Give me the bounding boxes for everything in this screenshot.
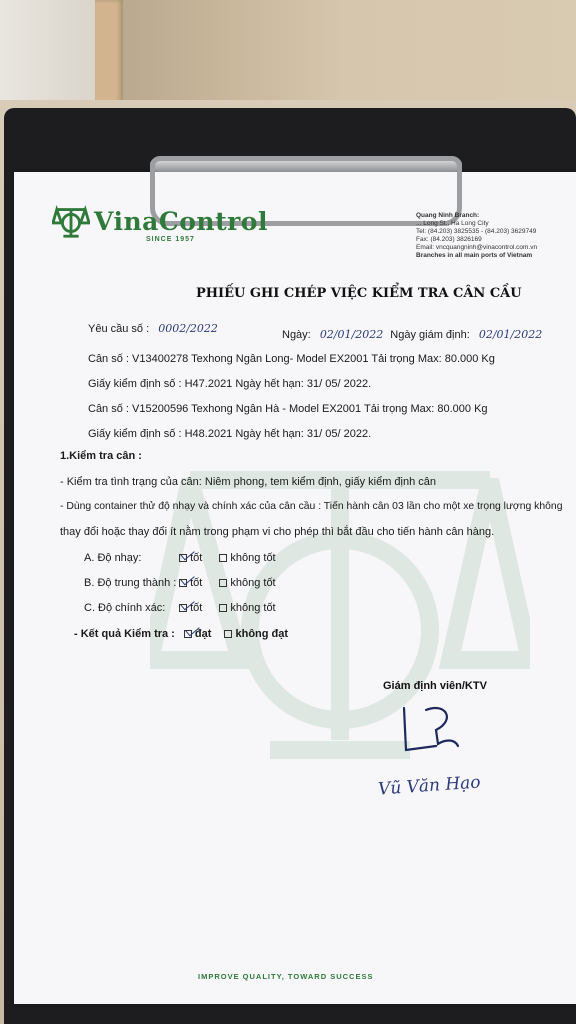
criterion-a-bad-label: không tốt — [230, 552, 276, 564]
result-pass-checkbox[interactable] — [184, 630, 192, 638]
criterion-a-bad-checkbox[interactable] — [219, 554, 227, 562]
result-pass-label: đạt — [194, 628, 212, 640]
scale-1-row: Cân số : V13400278 Texhong Ngân Long- Model EX2001 Tải trọng Max: 80.000 Kg — [88, 353, 495, 365]
branch-ports: Branches in all main ports of Vietnam — [416, 252, 533, 259]
document-title: PHIẾU GHI CHÉP VIỆC KIỂM TRA CÂN CẦU — [196, 286, 522, 301]
date-value: 02/01/2022 — [319, 328, 384, 341]
criterion-b-label: B. Độ trung thành : — [84, 577, 177, 589]
container-test-line-1: - Dùng container thử độ nhạy và chính xác của cân cầu : Tiến hành cân 03 lần cho một xe trọng lượng không — [60, 501, 563, 512]
branch-title: Quang Ninh Branch: — [416, 212, 480, 219]
inspection-date-label: Ngày giám định: — [390, 329, 470, 341]
result-row — [74, 628, 288, 640]
footer-slogan: IMPROVE QUALITY, TOWARD SUCCESS — [198, 972, 374, 981]
inspector-label: Giám định viên/KTV — [383, 680, 487, 692]
request-number: 0002/2022 — [158, 322, 218, 335]
branch-address: ... Long St., Ha Long City — [416, 220, 489, 227]
branch-tel: Tel: (84.203) 3825535 - (84.203) 3629749 — [416, 228, 537, 235]
branch-fax: Fax: (84.203) 3826169 — [416, 236, 482, 243]
criterion-c-bad-label: không tốt — [230, 602, 276, 614]
brand-name: VinaControl — [94, 206, 268, 236]
criterion-c-good-checkbox[interactable] — [179, 604, 187, 612]
criterion-b — [84, 577, 276, 589]
door-frame — [95, 0, 123, 112]
criterion-b-good-label: tốt — [190, 577, 203, 589]
signer-name: Vũ Văn Hạo — [377, 772, 482, 800]
certificate-2-row: Giấy kiểm định số : H48.2021 Ngày hết hạn: 31/ 05/ 2022. — [88, 428, 372, 440]
request-row — [88, 322, 218, 335]
certificate-1-row: Giấy kiểm định số : H47.2021 Ngày hết hạn: 31/ 05/ 2022. — [88, 378, 372, 390]
result-label: - Kết quả Kiểm tra : — [74, 628, 175, 640]
result-fail-checkbox[interactable] — [224, 630, 232, 638]
container-test-line-2: thay đổi hoặc thay đổi ít nằm trong phạm vi cho phép thì bắt đầu cho tiến hành cân hàng. — [60, 526, 495, 538]
date-label: Ngày: — [282, 329, 311, 341]
section-1-heading: 1.Kiểm tra cân : — [60, 450, 142, 462]
criterion-c-bad-checkbox[interactable] — [219, 604, 227, 612]
check-status-line: - Kiểm tra tình trạng của cân: Niêm phong, tem kiểm định, giấy kiểm định cân — [60, 476, 437, 488]
scale-2-row: Cân số : V15200596 Texhong Ngân Hà - Model EX2001 Tải trọng Max: 80.000 Kg — [88, 403, 488, 415]
vinacontrol-logo — [52, 202, 268, 240]
criterion-b-bad-label: không tốt — [230, 577, 276, 589]
criterion-a-label: A. Độ nhạy: — [84, 552, 142, 564]
criterion-a-good-checkbox[interactable] — [179, 554, 187, 562]
signature-mark — [396, 700, 466, 760]
criterion-c — [84, 602, 276, 614]
criterion-c-label: C. Độ chính xác: — [84, 602, 166, 614]
result-fail-label: không đạt — [235, 628, 289, 640]
scale-logo-icon — [52, 202, 90, 240]
branch-email: Email: vncquangninh@vinacontrol.com.vn — [416, 244, 538, 251]
criterion-c-good-label: tốt — [190, 602, 203, 614]
request-label: Yêu cầu số : — [88, 323, 150, 335]
criterion-a — [84, 552, 276, 564]
criterion-a-good-label: tốt — [190, 552, 203, 564]
criterion-b-bad-checkbox[interactable] — [219, 579, 227, 587]
brand-since: SINCE 1957 — [146, 236, 195, 243]
date-row — [282, 328, 542, 341]
inspection-date-value: 02/01/2022 — [478, 328, 543, 341]
branch-info — [416, 212, 576, 260]
criterion-b-good-checkbox[interactable] — [179, 579, 187, 587]
